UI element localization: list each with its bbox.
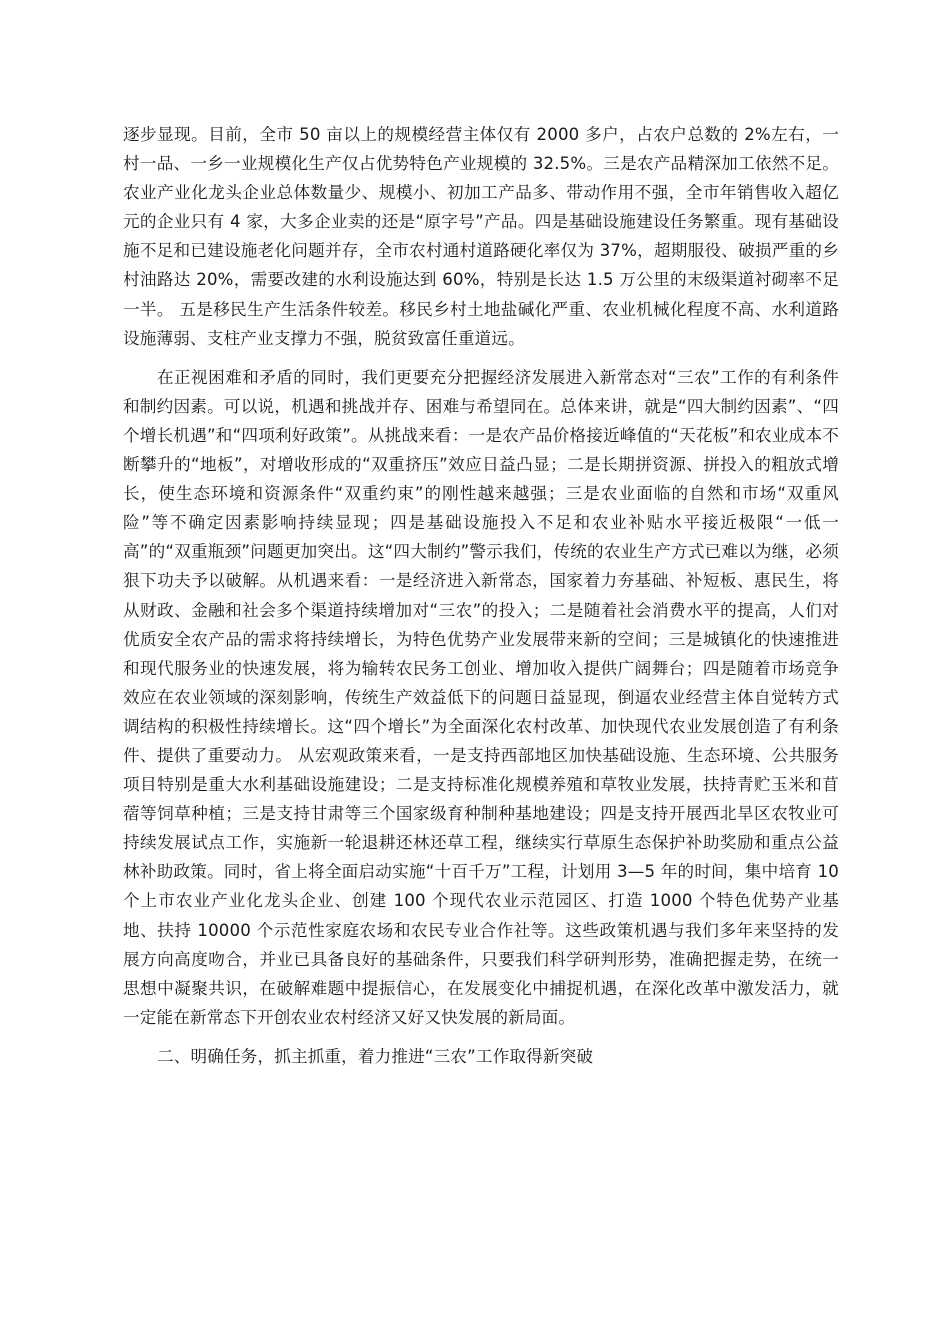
section-heading: 二、明确任务，抓主抓重，着力推进“三农”工作取得新突破	[157, 1046, 594, 1066]
paragraph-1: 逐步显现。目前，全市 50 亩以上的规模经营主体仅有 2000 多户，占农户总数的 2%左右，一村一品、一乡一业规模化生产仅占优势特色产业规模的 32.5%。三是农产品精深加工依然不足。农业产业化龙头企业总体数量少、规模小、初加工产品多、带动作用不强，全市年销售收入超亿元的企业只有 4 家，大多企业卖的还是“原字号”产品。四是基础设施建设任务繁重。现有基础设施不足和已建设施老化问题并存，全市农村通村道路硬化率仅为 37%，超期服役、破损严重的乡村油路达 20%，需要改建的水利设施达到 60%，特别是长达 1.5 万公里的末级渠道衬砌率不足一半。 五是移民生产生活条件较差。移民乡村土地盐碱化严重、农业机械化程度不高、水利道路设施薄弱、支柱产业支撑力不强，脱贫致富任重道远。	[123, 125, 839, 348]
paragraph-2: 在正视困难和矛盾的同时，我们更要充分把握经济发展进入新常态对“三农”工作的有利条件和制约因素。可以说，机遇和挑战并存、困难与希望同在。总体来讲，就是“四大制约因素”、“四个增长机遇”和“四项利好政策”。从挑战来看：一是农产品价格接近峰值的“天花板”和农业成本不断攀升的“地板”，对增收形成的“双重挤压”效应日益凸显；二是长期拼资源、拼投入的粗放式增长，使生态环境和资源条件“双重约束”的刚性越来越强；三是农业面临的自然和市场“双重风险”等不确定因素影响持续显现；四是基础设施投入不足和农业补贴水平接近极限“一低一高”的“双重瓶颈”问题更加突出。这“四大制约”警示我们，传统的农业生产方式已难以为继，必须狠下功夫予以破解。从机遇来看：一是经济进入新常态，国家着力夯基础、补短板、惠民生，将从财政、金融和社会多个渠道持续增加对“三农”的投入；二是随着社会消费水平的提高，人们对优质安全农产品的需求将持续增长，为特色优势产业发展带来新的空间；三是城镇化的快速推进和现代服务业的快速发展，将为输转农民务工创业、增加收入提供广阔舞台；四是随着市场竞争效应在农业领域的深刻影响，传统生产效益低下的问题日益显现，倒逼农业经营主体自觉转方式调结构的积极性持续增长。这“四个增长”为全面深化农村改革、加快现代农业发展创造了有利条件、提供了重要动力。 从宏观政策来看，一是支持西部地区加快基础设施、生态环境、公共服务项目特别是重大水利基础设施建设；二是支持标准化规模养殖和草牧业发展，扶持青贮玉米和苜蓿等饲草种植；三是支持甘肃等三个国家级育种制种基地建设；四是支持开展西北旱区农牧业可持续发展试点工作，实施新一轮退耕还林还草工程，继续实行草原生态保护补助奖励和重点公益林补助政策。同时，省上将全面启动实施“十百千万”工程，计划用 3—5 年的时间，集中培育 10 个上市农业产业化龙头企业、创建 100 个现代农业示范园区、打造 1000 个特色优势产业基地、扶持 10000 个示范性家庭农场和农民专业合作社等。这些政策机遇与我们多年来坚持的发展方向高度吻合，并业已具备良好的基础条件，只要我们科学研判形势，准确把握走势，在统一思想中凝聚共识，在破解难题中提振信心，在发展变化中捕捉机遇，在深化改革中激发活力，就一定能在新常态下开创农业农村经济又好又快发展的新局面。	[123, 367, 839, 1027]
document-body	[123, 120, 839, 1071]
